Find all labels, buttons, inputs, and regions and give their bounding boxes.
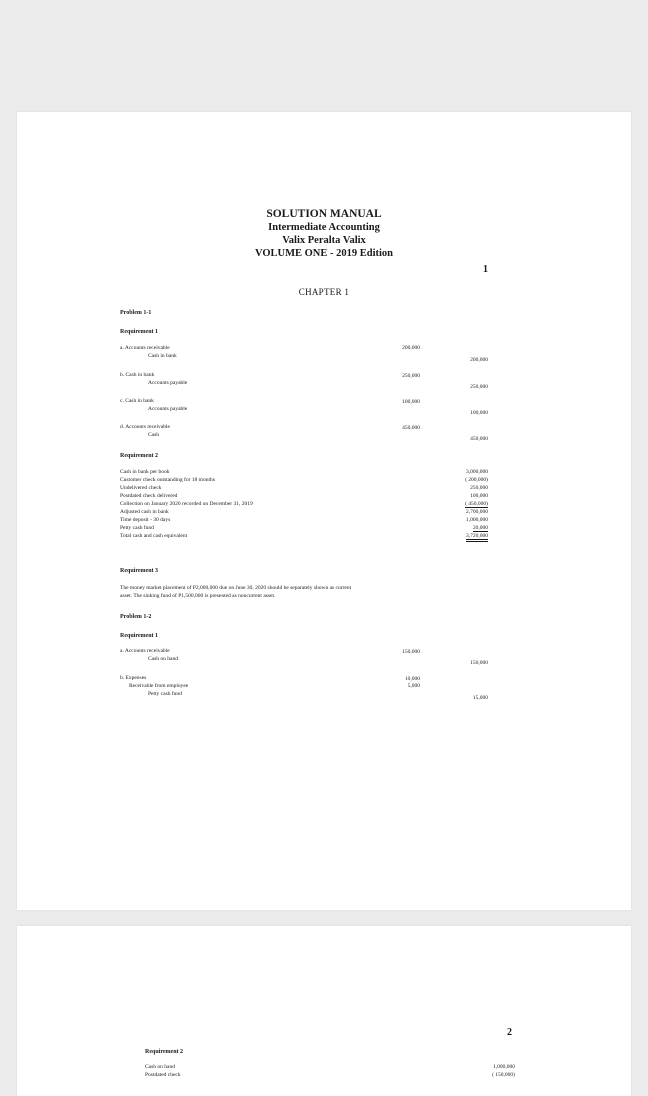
entry-a-debit-amount: 200,000 <box>402 345 420 351</box>
entry-a-credit-amount: 200,000 <box>470 357 488 363</box>
page-number: 1 <box>483 264 488 275</box>
title-volume: VOLUME ONE - 2019 Edition <box>254 248 394 259</box>
entry-d-debit: d. Accounts receivable <box>120 424 170 430</box>
row-amount-total <box>418 534 488 540</box>
entry-b-debit: b. Cash in bank <box>120 372 155 378</box>
document-page-1 <box>17 112 631 910</box>
requirement-3-text-line-1: The money market placement of P2,000,000 due on June 30, 2020 should be separately shown as current <box>120 585 352 591</box>
row-amount: 1,000,000 <box>493 1064 515 1070</box>
requirement-3-title: Requirement 3 <box>120 568 159 574</box>
requirement-1-title: Requirement 1 <box>120 633 159 639</box>
p2-entry-b-debit: b. Expenses <box>120 675 147 681</box>
requirement-2-title: Requirement 2 <box>120 453 159 459</box>
entry-a-credit: Cash in bank <box>148 353 177 359</box>
row-amount: ( 200,000) <box>465 477 488 483</box>
p2-entry-a-credit-amount: 150,000 <box>470 660 488 666</box>
p2-entry-b-debit-2-amount: 5,000 <box>407 683 420 689</box>
row-label: Adjusted cash in bank <box>120 509 169 515</box>
entry-d-credit: Cash <box>148 432 159 438</box>
entry-b-credit: Accounts payable <box>148 380 188 386</box>
row-label: Undelivered check <box>120 485 162 491</box>
row-label-total: Total cash and cash equivalent <box>120 533 188 539</box>
row-amount: 100,000 <box>470 493 488 499</box>
row-amount-underlined: ( 450,000) <box>465 501 488 507</box>
row-label: Collection on January 2020 recorded on December 31, 2019 <box>120 501 253 507</box>
p2-entry-b-debit-2: Receivable from employee <box>129 683 189 689</box>
row-amount: 1,000,000 <box>466 517 488 523</box>
problem-1-2-title: Problem 1-2 <box>120 614 152 620</box>
p2-entry-b-credit: Petty cash fund <box>148 691 182 697</box>
row-label: Time deposit - 30 days <box>120 517 171 523</box>
p2-entry-b-debit-amount: 10,000 <box>404 676 420 682</box>
p2-entry-a-debit: a. Accounts receivable <box>120 648 170 654</box>
row-amount: 250,000 <box>470 485 488 491</box>
p2-entry-a-debit-amount: 150,000 <box>402 649 420 655</box>
title-authors: Valix Peralta Valix <box>282 235 366 246</box>
requirement-1-title: Requirement 1 <box>120 329 159 335</box>
entry-b-credit-amount: 250,000 <box>470 384 488 390</box>
row-label: Postdated check <box>145 1072 181 1078</box>
entry-d-credit-amount: 450,000 <box>470 436 488 442</box>
requirement-2-title: Requirement 2 <box>145 1049 184 1055</box>
title-solution-manual: SOLUTION MANUAL <box>266 208 382 220</box>
row-label: Petty cash fund <box>120 525 154 531</box>
document-page-2 <box>17 926 631 1096</box>
row-amount: 2,700,000 <box>466 509 488 515</box>
row-amount: 3,000,000 <box>466 469 488 475</box>
row-amount <box>418 526 488 532</box>
entry-a-debit: a. Accounts receivable <box>120 345 170 351</box>
p2-entry-a-credit: Cash on hand <box>148 656 178 662</box>
row-label: Cash on hand <box>145 1064 175 1070</box>
entry-c-debit-amount: 100,000 <box>402 399 420 405</box>
row-amount: ( 150,000) <box>492 1072 515 1078</box>
row-amount-double-underlined: 3,720,000 <box>466 533 488 542</box>
p2-entry-b-credit-amount: 15,000 <box>472 695 488 701</box>
entry-b-debit-amount: 250,000 <box>402 373 420 379</box>
entry-c-credit: Accounts payable <box>148 406 188 412</box>
problem-1-1-title: Problem 1-1 <box>120 310 152 316</box>
row-amount-underlined: 20,000 <box>472 525 488 531</box>
chapter-heading: CHAPTER 1 <box>298 287 350 297</box>
entry-c-debit: c. Cash in bank <box>120 398 154 404</box>
entry-d-debit-amount: 450,000 <box>402 425 420 431</box>
title-subject: Intermediate Accounting <box>268 222 380 233</box>
row-label: Postdated check delivered <box>120 493 178 499</box>
row-amount <box>418 502 488 508</box>
page-number: 2 <box>507 1027 512 1038</box>
row-label: Cash in bank per book <box>120 469 170 475</box>
row-label: Customer check outstanding for 18 months <box>120 477 215 483</box>
entry-c-credit-amount: 100,000 <box>470 410 488 416</box>
requirement-3-text-line-2: asset. The sinking fund of P1,500,000 is presented as noncurrent asset. <box>120 593 276 599</box>
